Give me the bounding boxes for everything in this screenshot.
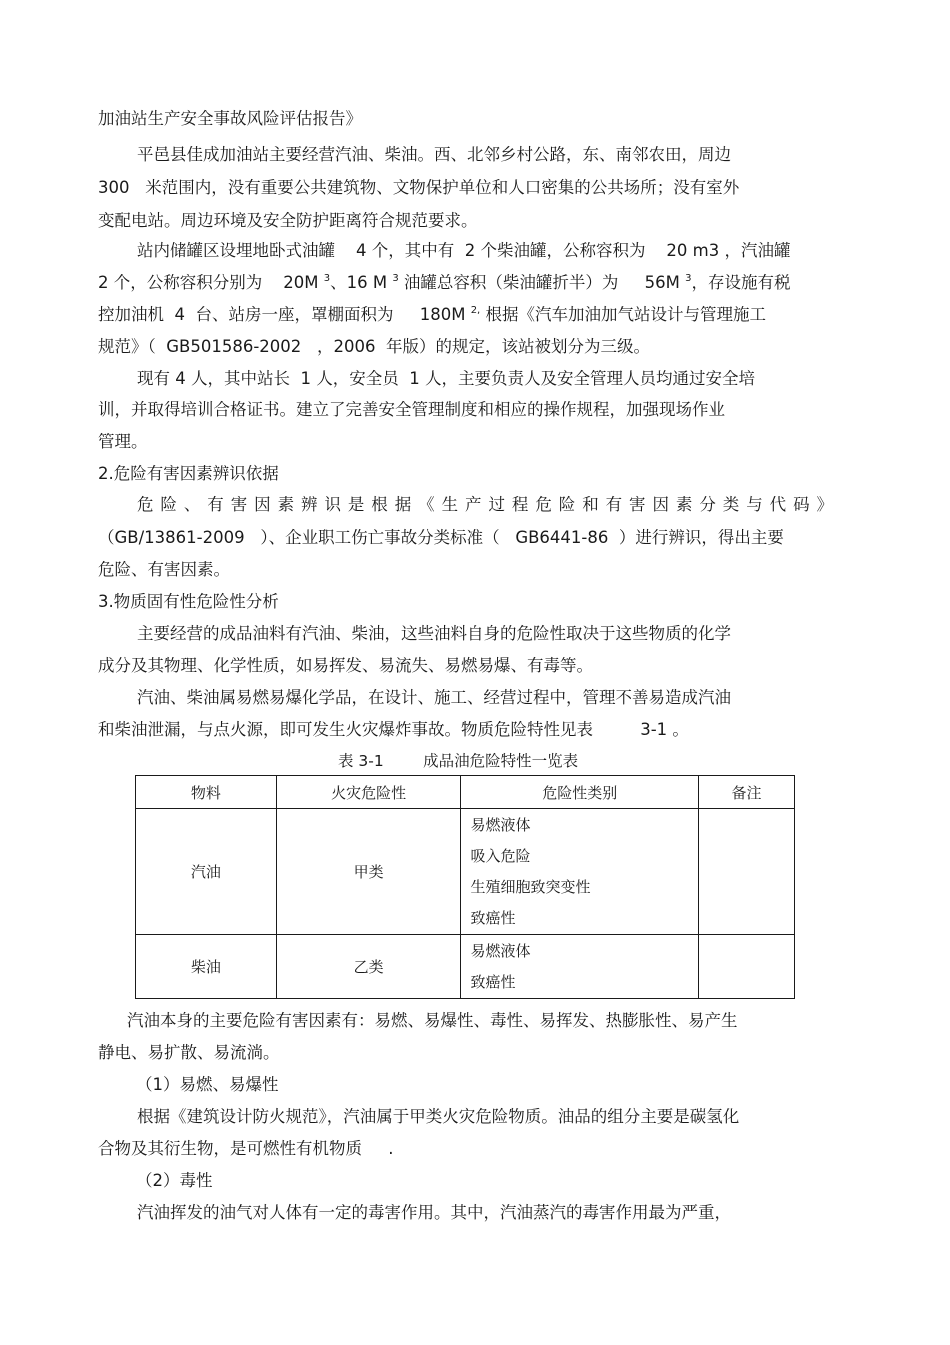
hazard-item: 易燃液体 xyxy=(470,941,531,960)
hazard-item: 致癌性 xyxy=(470,908,516,927)
cell-hazards xyxy=(461,809,699,935)
section-3-p1-line-1: 主要经营的成品油料有汽油、柴油，这些油料自身的危险性取决于这些物质的化学 xyxy=(137,624,731,643)
table-caption: 表 3-1 成品油危险特性一览表 xyxy=(338,752,579,770)
subheading-toxicity: （2）毒性 xyxy=(136,1171,213,1190)
section-3-p2-line-2: 和柴油泄漏，与点火源，即可发生火灾爆炸事故。物质危险特性见表 3-1 。 xyxy=(98,720,689,739)
cell-material: 柴油 xyxy=(136,935,277,999)
storage-line-3: 控加油机 4 台、站房一座，罩棚面积为 180M $^{2,}$ 根据《汽车加油加气站设计与管理施工 xyxy=(98,305,766,324)
superscript: 3 xyxy=(392,273,399,284)
superscript: 3 xyxy=(685,273,692,284)
header-fire-class: 火灾危险性 xyxy=(276,776,461,809)
section-2-heading: 2.危险有害因素辨识依据 xyxy=(98,464,279,483)
hazard-item: 生殖细胞致突变性 xyxy=(470,877,591,896)
staff-line-2: 训，并取得培训合格证书。建立了完善安全管理制度和相应的操作规程，加强现场作业 xyxy=(98,400,725,419)
staff-line-3: 管理。 xyxy=(98,432,148,451)
staff-line-1: 现有 4 人，其中站长 1 人，安全员 1 人，主要负责人及安全管理人员均通过安全培 xyxy=(137,369,755,388)
hazard-item: 易燃液体 xyxy=(470,815,531,834)
storage-line-4: 规范》（ GB501586-2002 ，2006 年版）的规定，该站被划分为三级。 xyxy=(98,337,650,356)
cell-hazards xyxy=(461,935,699,999)
after-line-2: 静电、易扩散、易流淌。 xyxy=(98,1043,280,1062)
cell-note xyxy=(699,809,795,935)
superscript: 2, xyxy=(470,305,481,316)
hazard-item: 致癌性 xyxy=(470,972,516,991)
table-header-row xyxy=(136,776,795,809)
section-3-p1-line-2: 成分及其物理、化学性质，如易挥发、易流失、易燃易爆、有毒等。 xyxy=(98,656,593,675)
table-row xyxy=(136,809,795,935)
cell-note xyxy=(699,935,795,999)
hazard-table xyxy=(135,775,795,999)
toxicity-line-1: 汽油挥发的油气对人体有一定的毒害作用。其中，汽油蒸汽的毒害作用最为严重， xyxy=(137,1203,731,1222)
after-line-1: 汽油本身的主要危险有害因素有：易燃、易爆性、毒性、易挥发、热膨胀性、易产生 xyxy=(127,1011,738,1030)
section-2-line-2: （GB/13861-2009 ）、企业职工伤亡事故分类标准（ GB6441-86 ）进行辨识，得出主要 xyxy=(98,528,784,547)
cell-fire-class: 甲类 xyxy=(276,809,461,935)
header-note: 备注 xyxy=(699,776,795,809)
section-3-p2-line-1: 汽油、柴油属易燃易爆化学品，在设计、施工、经营过程中，管理不善易造成汽油 xyxy=(137,688,731,707)
section-2-line-1: 危险、有害因素辨识是根据《生产过程危险和有害因素分类与代码》 xyxy=(137,495,833,514)
cell-material: 汽油 xyxy=(136,809,277,935)
superscript: 3 xyxy=(323,273,331,284)
storage-line-2: 2 个，公称容积分别为 20M $^3$、16 M $^3$ 油罐总容积（柴油罐折半）为 56M $^3$，存设施有税 xyxy=(98,273,791,292)
section-2-line-3: 危险、有害因素。 xyxy=(98,560,230,579)
header-hazard-category: 危险性类别 xyxy=(461,776,699,809)
section-3-heading: 3.物质固有性危险性分析 xyxy=(98,592,279,611)
intro-line-2: 平邑县佳成加油站主要经营汽油、柴油。西、北邻乡村公路，东、南邻农田，周边 xyxy=(137,145,731,164)
intro-line-1: 加油站生产安全事故风险评估报告》 xyxy=(98,109,362,128)
flammability-line-1: 根据《建筑设计防火规范》，汽油属于甲类火灾危险物质。油品的组分主要是碳氢化 xyxy=(137,1107,740,1126)
table-row xyxy=(136,935,795,999)
header-material: 物料 xyxy=(136,776,277,809)
intro-line-3: 300 米范围内，没有重要公共建筑物、文物保护单位和人口密集的公共场所；没有室外 xyxy=(98,178,740,197)
intro-line-4: 变配电站。周边环境及安全防护距离符合规范要求。 xyxy=(98,211,478,230)
storage-line-1: 站内储罐区设埋地卧式油罐 4 个，其中有 2 个柴油罐，公称容积为 20 m3 ，汽油罐 xyxy=(137,241,791,260)
flammability-line-2: 合物及其衍生物，是可燃性有机物质 . xyxy=(98,1139,394,1158)
cell-fire-class: 乙类 xyxy=(276,935,461,999)
subheading-flammability: （1）易燃、易爆性 xyxy=(136,1075,279,1094)
hazard-item: 吸入危险 xyxy=(470,846,531,865)
